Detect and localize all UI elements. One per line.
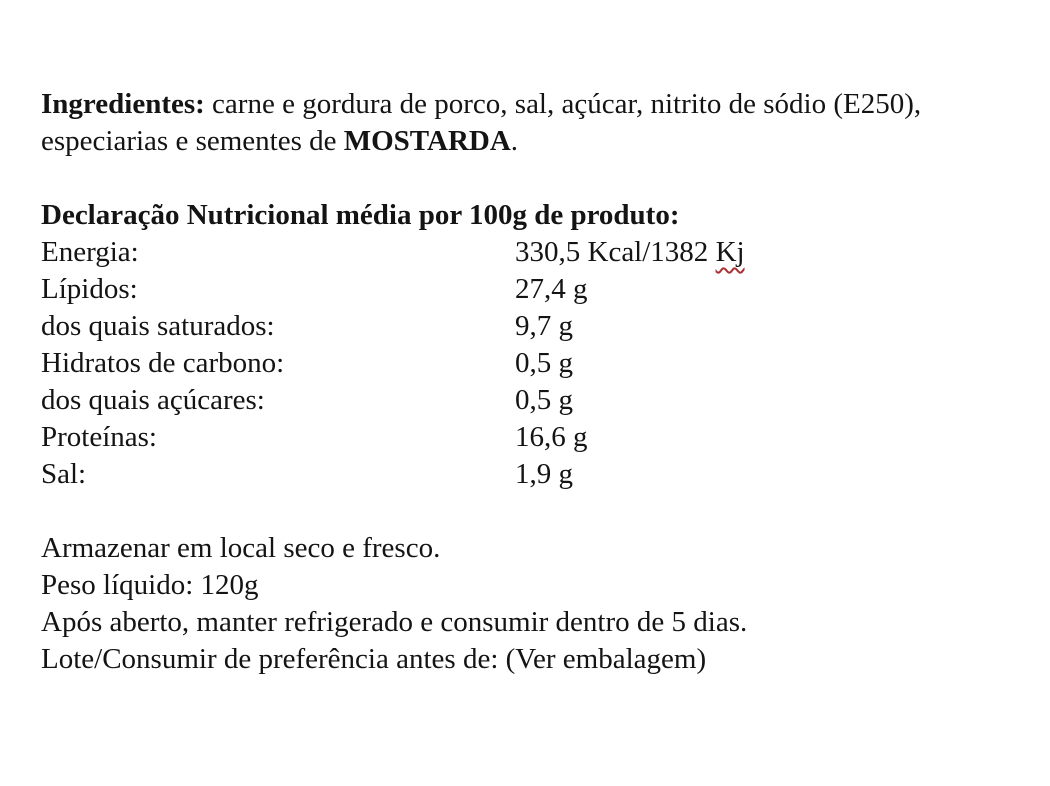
nutrition-row-energy [41,234,1050,271]
ingredients-text: carne e gordura de porco, sal, açúcar, nitrito de sódio (E250), especiarias e sementes de [41,88,922,157]
storage-line-after-opening: Após aberto, manter refrigerado e consumir dentro de 5 dias. [41,606,748,638]
nutrition-value: 27,4 g [515,273,588,305]
nutrition-label: dos quais saturados: [41,310,275,342]
ingredients-period: . [510,125,519,157]
storage-line-net-weight: Peso líquido: 120g [41,569,259,601]
blank-line [41,160,1050,197]
nutrition-row-fat [41,271,1050,308]
nutrition-label: dos quais açúcares: [41,384,265,416]
nutrition-value: 9,7 g [515,310,573,342]
nutrition-label: Lípidos: [41,273,138,305]
storage-line-lot-best-before: Lote/Consumir de preferência antes de: (Ver embalagem) [41,643,707,675]
nutrition-label: Energia: [41,236,139,268]
nutrition-row-salt [41,456,1050,493]
nutrition-label: Hidratos de carbono: [41,347,285,379]
storage-line-keep-dry: Armazenar em local seco e fresco. [41,532,441,564]
nutrition-row-protein [41,419,1050,456]
ingredients-paragraph [41,86,1041,160]
nutrition-heading: Declaração Nutricional média por 100g de produto: [41,199,680,231]
blank-line [41,493,1050,530]
nutrition-row-saturates [41,308,1050,345]
nutrition-value: 1,9 g [515,458,573,490]
allergen-word: MOSTARDA [343,125,511,157]
nutrition-value [515,234,1050,271]
nutrition-value: 0,5 g [515,384,573,416]
nutrition-value: 0,5 g [515,347,573,379]
nutrition-row-sugars [41,382,1050,419]
energy-value-main: 330,5 Kcal/1382 [515,236,716,268]
ingredients-label: Ingredientes: [41,88,205,120]
energy-unit-misspelled: Kj [715,236,745,268]
nutrition-label: Sal: [41,458,87,490]
nutrition-label: Proteínas: [41,421,157,453]
nutrition-row-carbohydrates [41,345,1050,382]
nutrition-value: 16,6 g [515,421,588,453]
